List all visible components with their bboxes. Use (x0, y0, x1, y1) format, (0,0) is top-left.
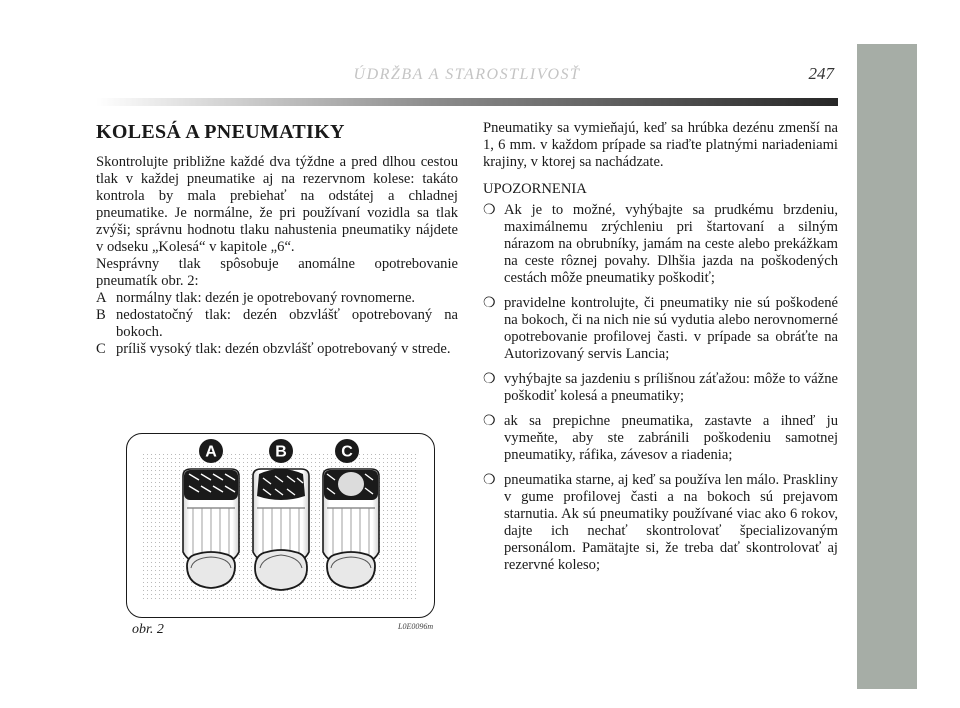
figure-caption: obr. 2 (132, 622, 164, 637)
right-column (483, 120, 838, 582)
circle-bullet-icon: ❍ (483, 372, 496, 387)
wear-item-b (96, 307, 458, 341)
warning-text: vyhýbajte sa jazdeniu s prílišnou záťažou: môže to vážne poškodiť kolesá a pneumatiky; (504, 371, 838, 404)
label-b-badge (269, 439, 293, 463)
warning-item (483, 413, 838, 464)
circle-bullet-icon: ❍ (483, 203, 496, 218)
warnings-heading: UPOZORNENIA (483, 181, 587, 197)
header-rule (96, 98, 838, 106)
circle-bullet-icon: ❍ (483, 296, 496, 311)
wear-text-a: normálny tlak: dezén je opotrebovaný rovnomerne. (116, 290, 416, 306)
label-a-badge (199, 439, 223, 463)
intro-paragraph: Skontrolujte približne každé dva týždne a pred dlhou cestou tlak v každej pneumatike aj na rezervnom kolese: takáto kontrola by mala prebiehať na odstátej a chladnej pneumatike. Je normálne, že pri používaní vozidla sa tlak zvýši; správnu hodnotu tlaku nahustenia pneumatiky nájdete v odseku „Kolesá“ v kapitole „6“. (96, 154, 458, 255)
wear-letter-b: B (96, 307, 106, 323)
wear-text-c: príliš vysoký tlak: dezén obzvlášť opotrebovaný v strede. (116, 341, 451, 357)
warning-text: pneumatika starne, aj keď sa používa len málo. Praskliny v gume profilovej časti a na bokoch sú prejavom starnutia. Ak sú pneumatiky používané viac ako 6 rokov, dajte ich nechať skontrolovať špecializovaným personálom. Pamätajte si, že treba dať skontrolovať aj rezervné koleso; (504, 472, 838, 573)
circle-bullet-icon: ❍ (483, 414, 496, 429)
wear-intro: Nesprávny tlak spôsobuje anomálne opotrebovanie pneumatík obr. 2: (96, 256, 458, 289)
replacement-paragraph: Pneumatiky sa vymieňajú, keď sa hrúbka dezénu zmenší na 1, 6 mm. v každom prípade sa riaďte platnými nariadeniami krajiny, v ktorej sa nachádzate. (483, 120, 838, 170)
warning-text: pravidelne kontrolujte, či pneumatiky nie sú poškodené na bokoch, či na nich nie sú vydutia alebo nerovnomerné opotrebovanie profilovej časti. v prípade sa obráťte na Autorizovaný servis Lancia; (504, 295, 838, 362)
wear-item-c (96, 341, 458, 358)
chapter-side-strip (857, 44, 917, 689)
tyre-a (183, 469, 239, 588)
warnings-list (483, 202, 838, 574)
wear-list (96, 290, 458, 358)
circle-bullet-icon: ❍ (483, 473, 496, 488)
page-header (96, 64, 838, 90)
warning-item (483, 295, 838, 363)
label-c-badge (335, 439, 359, 463)
wear-letter-a: A (96, 290, 107, 306)
label-b: B (275, 443, 287, 461)
tyre-wear-figure (126, 433, 435, 618)
warning-item (483, 472, 838, 574)
label-a: A (205, 443, 217, 461)
warning-text: Ak je to možné, vyhýbajte sa prudkému brzdeniu, maximálnemu zrýchleniu pri štartovaní a silným nárazom na obrubníky, jamám na ceste alebo prekážkam na ceste rôznej povahy. Dlhšia jazda na poškodených cestách môže pneumatiky poškodiť; (504, 202, 838, 286)
wear-letter-c: C (96, 341, 106, 357)
tyre-wear-illustration (127, 434, 434, 617)
section-title: KOLESÁ A PNEUMATIKY (96, 121, 345, 143)
left-column (96, 120, 458, 358)
tyre-c (323, 469, 379, 588)
wear-text-b: nedostatočný tlak: dezén obzvlášť opotrebovaný na bokoch. (116, 307, 458, 340)
label-c: C (341, 443, 353, 461)
figure-code: L0E0096m (398, 622, 434, 631)
warning-text: ak sa prepichne pneumatika, zastavte a ihneď ju vymeňte, aby ste zabránili poškodeniu samotnej pneumatiky, ráfika, závesov a riadenia; (504, 413, 838, 463)
warning-item (483, 202, 838, 287)
tyre-b (253, 469, 309, 590)
wear-item-a (96, 290, 458, 307)
page-number: 247 (808, 64, 834, 83)
chapter-title: ÚDRŽBA A STAROSTLIVOSŤ (353, 66, 581, 83)
warning-item (483, 371, 838, 405)
